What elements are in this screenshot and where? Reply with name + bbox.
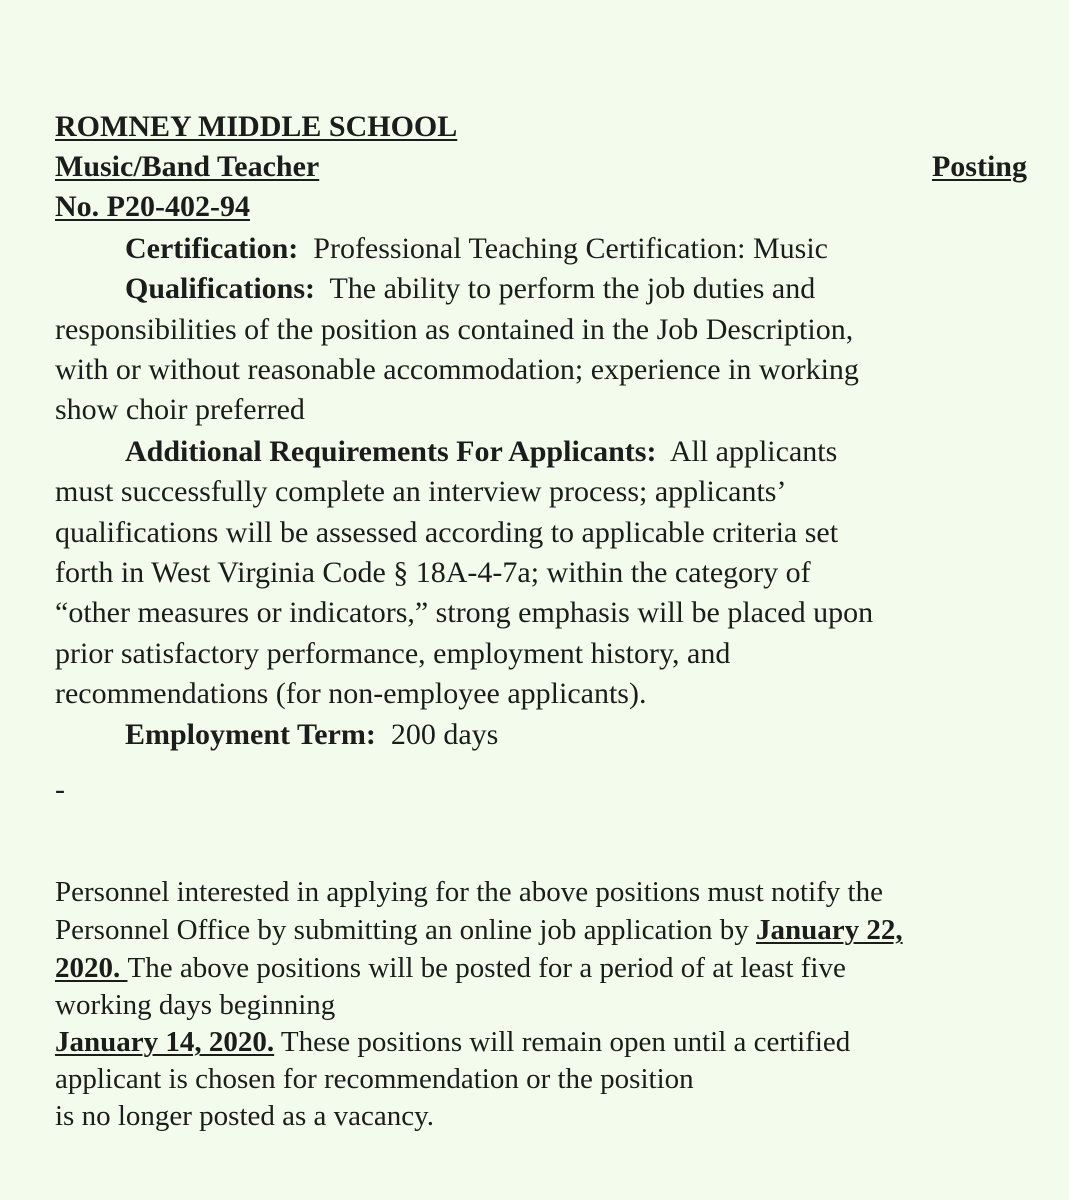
posting-number: No. P20-402-94 (55, 190, 250, 223)
additional-requirements-text: recommendations (for non-employee applicants). (55, 677, 647, 710)
notice-text-posting-row (55, 948, 846, 988)
notice-text: These positions will remain open until a certified (274, 1026, 851, 1058)
posting-start-date: January 14, 2020. (55, 1026, 275, 1058)
notice-text: The above positions will be posted for a period of at least five (127, 952, 846, 984)
position-title: Music/Band Teacher (55, 150, 320, 183)
qualifications-row (125, 269, 815, 309)
employment-term-label: Employment Term: (125, 718, 376, 751)
employment-term-row (125, 715, 498, 755)
application-deadline-year: 2020. (55, 952, 128, 984)
additional-requirements-text: All applicants (669, 435, 838, 468)
notice-text: is no longer posted as a vacancy. (55, 1100, 435, 1132)
notice-text: applicant is chosen for recommendation or the position (55, 1063, 694, 1095)
additional-requirements-text: “other measures or indicators,” strong emphasis will be placed upon (55, 596, 874, 629)
notice-text: Personnel Office by submitting an online job application by (55, 914, 756, 946)
qualifications-text: responsibilities of the position as contained in the Job Description, (55, 313, 854, 346)
qualifications-text: show choir preferred (55, 393, 305, 426)
application-deadline: January 22, (755, 914, 903, 946)
school-name: ROMNEY MIDDLE SCHOOL (55, 110, 458, 143)
additional-requirements-label: Additional Requirements For Applicants: (125, 435, 657, 468)
certification-value: Professional Teaching Certification: Music (313, 232, 828, 265)
certification-label: Certification: (125, 232, 299, 265)
qualifications-label: Qualifications: (125, 272, 316, 305)
additional-requirements-text: prior satisfactory performance, employment history, and (55, 637, 731, 670)
posting-label: Posting (931, 150, 1027, 183)
employment-term-value: 200 days (390, 718, 499, 751)
certification-row (125, 229, 828, 269)
notice-text: Personnel interested in applying for the above positions must notify the (55, 876, 883, 908)
qualifications-text: with or without reasonable accommodation; experience in working (55, 353, 859, 386)
notice-text-start-row (55, 1022, 850, 1062)
notice-text-deadline-row (55, 910, 903, 950)
qualifications-text: The ability to perform the job duties and (329, 272, 816, 305)
additional-requirements-text: must successfully complete an interview process; applicants’ (55, 475, 787, 508)
additional-requirements-text: qualifications will be assessed according to applicable criteria set (55, 516, 839, 549)
additional-requirements-text: forth in West Virginia Code § 18A-4-7a; within the category of (55, 556, 811, 589)
notice-text: working days beginning (55, 989, 336, 1021)
additional-requirements-row (125, 432, 837, 472)
separator-dash: - (55, 773, 65, 806)
